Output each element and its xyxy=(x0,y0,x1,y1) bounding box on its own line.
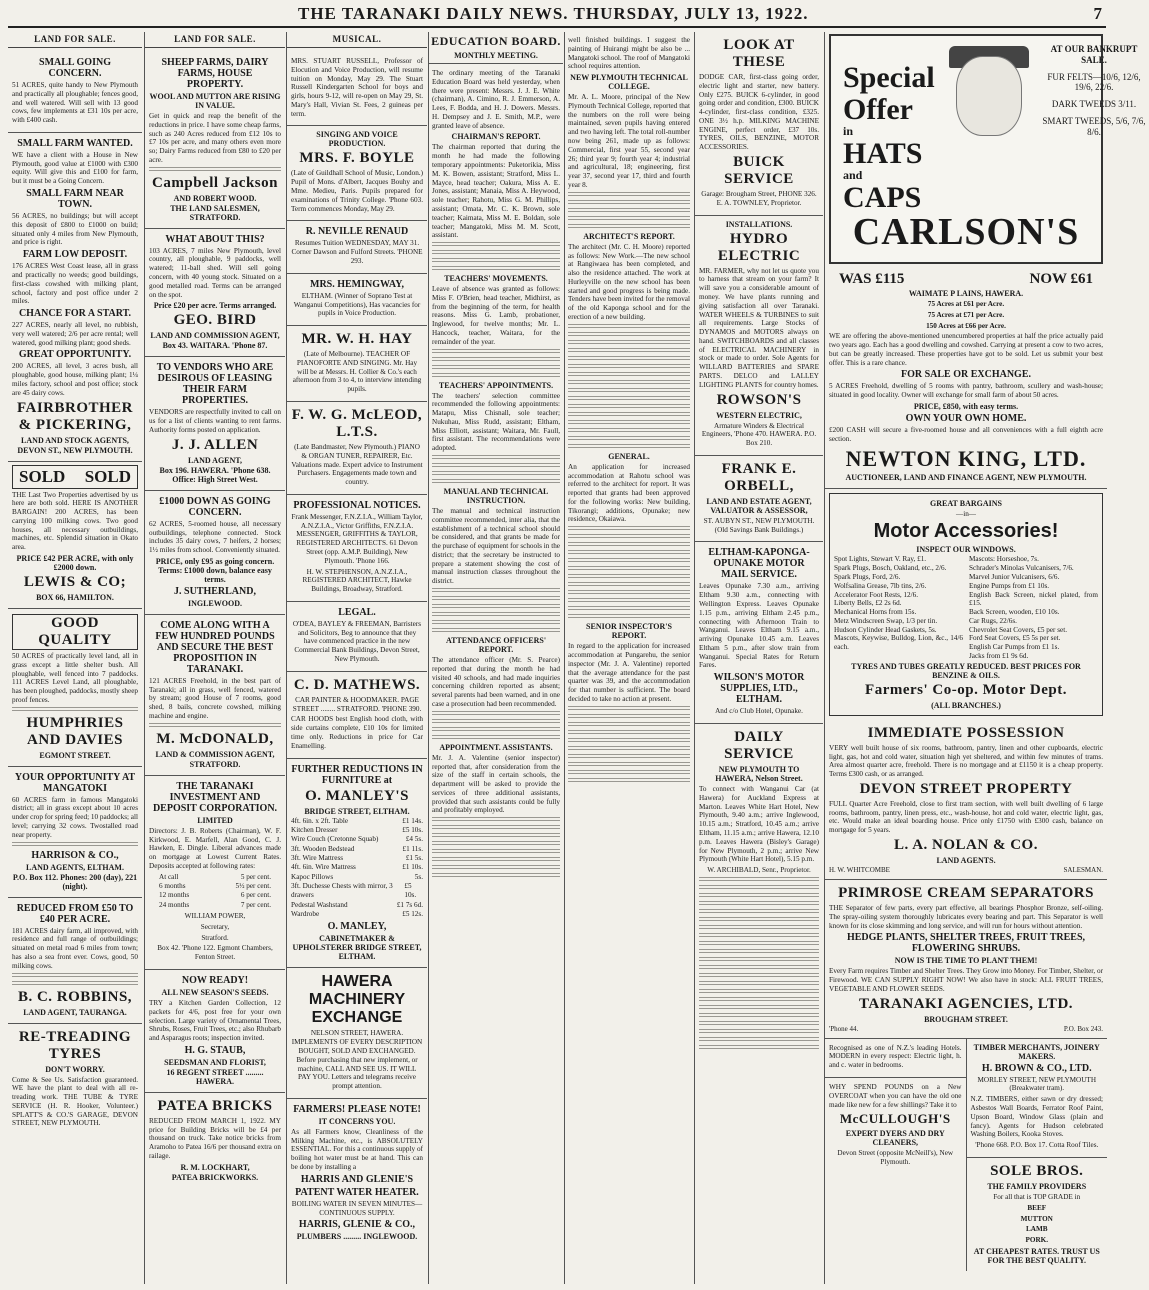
ad-title: GREAT OPPORTUNITY. xyxy=(18,349,132,361)
hotel-ad xyxy=(825,1039,966,1078)
agent-address: Box 43. WAITARA. 'Phone 87. xyxy=(162,341,268,351)
agent-name: H. BROWN & CO., LTD. xyxy=(981,1062,1092,1074)
investment-corporation-ad xyxy=(145,776,285,970)
ad-text: (Late of Melbourne). TEACHER OF PIANOFORTE AND SINGING. Mr. Hay will be at Messrs. H. Collier & Co.'s each afternoon from 3 to 4, to interview intending pupils. xyxy=(292,350,422,394)
acre-row: 75 Acres at £61 per Acre. xyxy=(927,300,1005,308)
deposit-rates xyxy=(149,873,281,910)
russell-ad xyxy=(287,52,427,126)
ad-title: SMALL FARM WANTED. xyxy=(17,137,133,149)
ad-title: REDUCED FROM £50 TO £40 PER ACRE. xyxy=(16,902,134,925)
brown-timber-ad xyxy=(967,1039,1108,1158)
ad-text: REDUCED FROM MARCH 1, 1922. MY price for Building Bricks will be £4 per thousand on truck. Take notice bricks from Aramoho to Patea 16/6 per thousand extra on railage. xyxy=(149,1116,281,1161)
section-heading: GENERAL. xyxy=(608,451,650,461)
rate-row: 24 months 7 per cent. xyxy=(159,900,271,909)
boyle-ad xyxy=(287,126,427,221)
ad-text: 200 ACRES, all level, 3 acres bush, all ploughable, good house, milking plant; 1¼ miles factory, school and post office; stock are 45 dairy cows. xyxy=(12,362,138,397)
ad-title: GOOD QUALITY xyxy=(12,614,138,650)
column-header: MUSICAL. xyxy=(287,32,427,48)
secretary-place: Stratford. xyxy=(201,933,229,942)
price-row: 3ft. Duchesse Chests with mirror, 3 drawers £5 10s. xyxy=(291,882,417,900)
mathews-ad xyxy=(287,672,427,759)
agent-name: C. D. MATHEWS. xyxy=(293,676,421,693)
article-paragraph: The architect (Mr. C. H. Moore) reported as follows: New Work.—The new school at Rangiwaea has been completed, and also the residence attached. The work at Hurleyville on the new school has been started and good progress is being made. Tenders have been invited for the removal of the old Kaponga school and for the erection of a new building. xyxy=(568,242,690,321)
ad-text: MRS. STUART RUSSELL, Professor of Elocution and Voice Production, will resume tuition on Monday, May 29. The Stuart Russell Kindergarten School for boys and girls, hours 9-12, will re-open on May 29, St. Mary's Hall, Vivian St. Fees, 2 guineas per term. xyxy=(291,57,423,118)
look-at-these-ad xyxy=(695,32,823,216)
ad-sub: IT CONCERNS YOU. xyxy=(318,1116,396,1126)
column-header: LAND FOR SALE. xyxy=(145,32,285,48)
professional-notices xyxy=(287,495,427,602)
ad-price: PRICE £42 PER ACRE, with only £2000 down. xyxy=(16,554,134,572)
column-education-board xyxy=(428,32,563,1284)
ad-text: MR. FARMER, why not let us quote you to harness that stream on your farm? It will save you a considerable amount of money. We have plants running and giving satisfaction all over Taranaki. WATER WHEELS & TURBINES to suit all requirements. Large Stocks of DYNAMOS and MOTORS always on hand. SWITCHBOARDS and all classes of ELECTRICAL MACHINERY in stock or made to order. Sole Agents for WILLARD BATTERIES and SPARE PARTS. DELCO and LALLEY LIGHTING PLANTS for country homes. xyxy=(699,266,819,389)
ad-title: YOUR OPPORTUNITY AT MANGATOKI xyxy=(14,771,136,794)
ad-sub: PATEA BRICKWORKS. xyxy=(171,1172,259,1182)
column-land-for-sale-1 xyxy=(8,32,142,1284)
section-heading: ATTENDANCE OFFICERS' REPORT. xyxy=(445,636,547,655)
ad-text: 176 ACRES West Coast lease, all in grass and practically no weeds; good buildings, first-class cowshed with milking plant, school, factory and post office under 2 miles. xyxy=(12,262,138,306)
newspaper-title: THE TARANAKI DAILY NEWS. THURSDAY, JULY 13, 1922. xyxy=(298,4,809,23)
furniture-price-list xyxy=(291,817,423,920)
page-number: 7 xyxy=(1093,4,1102,23)
mangatoki-ad xyxy=(8,767,142,898)
small-farm-wanted-ad xyxy=(8,133,142,462)
daily-service-ad xyxy=(695,724,823,1058)
ad-title: HEDGE PLANTS, SHELTER TREES, FRUIT TREES, FLOWERING SHRUBS. xyxy=(846,932,1086,955)
ad-text: WHY SPEND POUNDS on a New OVERCOAT when you can have the old one made like new for a few shillings? Take it to xyxy=(829,1083,962,1109)
price-row: 4ft. 6in. Wire Mattress £1 10s. xyxy=(291,863,423,872)
ad-title: NOW READY! xyxy=(181,975,249,986)
ad-text: H. W. STEPHENSON, A.N.Z.I.A., REGISTERED ARCHITECT, Hawke Buildings, Broadway, Stratford. xyxy=(302,567,412,594)
ad-text: VENDORS are respectfully invited to call on us for a list of clients wanting to rent farms. Authority forms posted on application. xyxy=(149,408,281,434)
ad-text: 56 ACRES, no buildings; but will accept this deposit of £800 to £1000 on build; situated only 4 miles from New Plymouth, and price is right. xyxy=(12,212,138,247)
ad-text: To connect with Wanganui Car (at Hawera) for Auckland Express at Marton. Leaves White Hart Hotel, New Plymouth, 9.40 a.m.; arrive Inglewood, 10.15 a.m.; Stratford, 10.45 a.m.; arrive Eltham, 11.15 a.m.; arrive Hawera, 12.10 p.m. Leaves Hawera (Bisley's Garage) for New Plymouth, 2 p.m.; arrive New Plymouth (White Hart Hotel), 5.15 p.m. xyxy=(699,785,819,864)
article-paragraph: The manual and technical instruction committee recommended, inter alia, that the establishment of a technical school should be considered, and that grants be made for the purchase of equipment for schools in the district; that the secretary be instructed to prepare a statement showing the cost of manual instruction classes throughout the district. xyxy=(432,507,560,586)
mccullough-ad xyxy=(825,1078,966,1174)
agent-address: And c/o Club Hotel, Opunake. xyxy=(715,707,803,716)
ad-title: SMALL FARM NEAR TOWN. xyxy=(26,188,124,211)
hawera-machinery-ad xyxy=(287,968,427,1098)
ad-text: 103 ACRES, 7 miles New Plymouth, level country, all ploughable, 9 paddocks, well watered; 11-ball shed. Will sell going concern, with 40 young stock. Situated on a good metalled road. Terms can be arranged on the spot. xyxy=(149,246,281,299)
agent-sub: THE FAMILY PROVIDERS xyxy=(987,1181,1087,1191)
ad-title: FURTHER REDUCTIONS IN FURNITURE at xyxy=(291,763,423,786)
agent-name: B. C. ROBBINS, xyxy=(17,988,133,1005)
ad-text: Garage: Brougham Street, PHONE 326. E. A. TOWNLEY, Proprietor. xyxy=(701,190,817,207)
agent-address: Devon Street (opposite McNeill's), New Plymouth. xyxy=(837,1149,954,1167)
ad-text: 181 ACRES dairy farm, all improved, with residence and full range of outbuildings; situated on metal road 6 miles from town; has also a sea front ever. Cows, good, 50 milking cows. xyxy=(12,926,138,970)
ad-text: Frank Messenger, F.N.Z.I.A., William Taylor, A.N.Z.I.A., Victor Griffiths, F.N.Z.I.A. MESSENGER, GRIFFITHS & TAYLOR, REGISTERED ARCHITECTS. 61 Devon Street (opp. A.M.P. Building), New Plymouth. 'Phone 166. xyxy=(291,512,423,565)
come-along-ad xyxy=(145,615,285,776)
ad-sub: LIMITED xyxy=(197,815,233,825)
ad-text: WE have a client with a House in New Plymouth, good value at £1000 with £300 equity. Will give this and £100 for farm, but it must be a Going Concern. xyxy=(12,150,138,186)
agent-name: L. A. NOLAN & CO. xyxy=(894,837,1038,853)
motor-mail-service-ad xyxy=(695,542,823,724)
ad-title: BUICK SERVICE xyxy=(724,154,794,188)
ad-text: 62 ACRES, 5-roomed house, all necessary outbuildings, telephone connected. Stock includes 35 dairy cows, 7 heifers, 2 horses; 1½ miles from school. Conveniently situated. xyxy=(149,519,281,555)
section-heading: SENIOR INSPECTOR'S REPORT. xyxy=(586,622,672,641)
carlsons-brand: CARLSON'S xyxy=(852,211,1080,253)
price-row: Kapoc Pillows 5s. xyxy=(291,872,423,881)
article-body xyxy=(429,65,563,883)
price-row: Kitchen Dresser £5 10s. xyxy=(291,825,423,834)
price-row: 3ft. Wooden Bedstead £1 11s. xyxy=(291,844,423,853)
ad-text: CAR HOODS best English hood cloth, with side curtains complete, £10 10s for limited time only. Reductions in price for Car Enamelling. xyxy=(291,715,423,750)
agent-address: STRATFORD. xyxy=(189,759,241,769)
ad-text: VERY well built house of six rooms, bathroom, pantry, linen and other cupboards, electric light, gas, hot and cold water, situation high yet sheltered, and within few minutes of trams. Area almost quarter acre, freehold. There is no mortgage and at £1150 it is a cheap property. Terms £300 cash, or as arranged. xyxy=(829,743,1103,779)
ad-title: FARM LOW DEPOSIT. xyxy=(22,249,128,261)
ad-title: DAILY SERVICE xyxy=(724,729,794,763)
ad-sub: NOW IS THE TIME TO PLANT THEM! xyxy=(894,956,1038,966)
seeds-ad xyxy=(145,970,285,1093)
rate-row: 12 months 6 per cent. xyxy=(159,891,271,900)
ad-sub: INSPECT OUR WINDOWS. xyxy=(916,545,1016,555)
agent-name: HUMPHRIES AND DAVIES xyxy=(26,714,124,748)
ad-text: DODGE CAR, first-class going order, electric light and starter, new battery. Only £275. BUICK 6-cylinder, in good going order and condition, £300. BUICK 4-cylinder, first-class condition, £325. ONE 3½ h.p. MILKING MACHINE ENGINE, perfect order, £37 10s. TYRES, OILS, BENZINE, MOTOR ACCESSORIES. xyxy=(699,73,819,152)
teacher-name: MRS. HEMINGWAY, xyxy=(310,278,404,290)
immediate-possession-ad xyxy=(825,720,1107,880)
article-paragraph: Leave of absence was granted as follows: Miss F. O'Brien, head teacher, Midhirst, as from the beginning of the term, for health reasons. Miss G. Lamb, probationer, Inglewood, for twelve months; Mr. L. Hancock, teacher, Waitara, for the remainder of the year. xyxy=(432,285,560,346)
agent-sub: WESTERN ELECTRIC, xyxy=(716,410,802,420)
agent-name: McCULLOUGH'S xyxy=(839,1111,951,1127)
ad-top: TIMBER MERCHANTS, JOINERY MAKERS. xyxy=(973,1042,1100,1061)
accessories-list-right: Mascots: Horseshoe, 7s. Schrader's Minolas Vulcanisers, 7/6. Marvel Junior Vulcanisers, 6/6. Engine Pumps from £1 10s. English Back Screen, nickel plated, from £15. Back Screen, wooden, £10 10s. Car Rugs, 22/6s. Chevrolet Seat Covers, £5 per set. Ford Seat Covers, £5 5s per set. English Car Pumps from £1 1s. Jacks from £1 9s 6d. xyxy=(969,555,1098,660)
now-price: NOW £61 xyxy=(1029,271,1093,287)
ad-sub: DON'T WORRY. xyxy=(45,1064,105,1074)
coop-branches: (ALL BRANCHES.) xyxy=(931,700,1001,710)
vendors-ad xyxy=(145,357,285,490)
rate-row: At call 5 per cent. xyxy=(159,872,271,881)
agent-name: TARANAKI AGENCIES, LTD. xyxy=(858,995,1074,1012)
ad-price: PRICE, £850, with easy terms. xyxy=(913,402,1019,412)
ad-title: TO VENDORS WHO ARE DESIROUS OF LEASING THEIR FARM PROPERTIES. xyxy=(156,362,274,407)
salesman-name: H. W. WHITCOMBE xyxy=(829,866,890,874)
accessories-list-left: Spot Lights, Stewart V. Ray, £1. Spark Plugs, Bosch, Oakland, etc., 2/6. Spark Plugs, Ford, 2/6. Wolfsalina Grease, 7lb tins, 2/6. Accelerator Foot Rests, 12/6. Liberty Bells, £2 2s 6d. Mechanical Horns from 15s. Metz Windscreen Swap, 1/3 per tin. Hudson Cylinder Head Gaskets, 5s. Mascots, Keywise, Bulldog, Lion, &c., 14/6 each. xyxy=(834,555,963,652)
ad-title: COME ALONG WITH A FEW HUNDRED POUNDS AND SECURE THE BEST PROPOSITION IN TARANAKI. xyxy=(155,619,275,675)
ad-title: RE-TREADING TYRES xyxy=(18,1028,132,1062)
sold-ad xyxy=(8,462,142,609)
good-quality-ad xyxy=(8,609,142,767)
teacher-name: F. W. G. McLEOD, L.T.S. xyxy=(291,406,423,440)
ad-foot: 'Phone 668. P.O. Box 17. Cotta Roof Tiles. xyxy=(975,1141,1099,1150)
ad-sub: WOOL AND MUTTON ARE RISING IN VALUE. xyxy=(149,92,281,110)
ad-text: TRY a Kitchen Garden Collection, 12 packets for 4/6, post free for your own selection. Large variety of Ornamental Trees, Shrubs, Roses, Fruit Trees, etc.; also Rhubarb and Asparagus roots; inspection invited. xyxy=(149,999,281,1043)
acre-row: 75 Acres at £71 per Acre. xyxy=(927,310,1005,319)
sole-bros-ad: SOLE BROS. THE FAMILY PROVIDERS For all that is TOP GRADE in BEEF MUTTON LAMB PORK. AT CHEAPEST RATES. TRUST US FOR THE BEST QUALITY. xyxy=(967,1158,1108,1271)
agent-sub: EXPERT DYERS AND DRY CLEANERS, xyxy=(845,1129,945,1148)
column-header: LAND FOR SALE. xyxy=(8,32,142,48)
ad-title: £1000 DOWN AS GOING CONCERN. xyxy=(159,495,271,518)
ad-sub: NEW PLYMOUTH TO HAWERA, Nelson Street. xyxy=(715,765,803,784)
legal-notices xyxy=(287,602,427,672)
renaud-ad xyxy=(287,221,427,273)
newton-king-name: NEWTON KING, LTD. xyxy=(845,445,1087,471)
ad-title: Motor Accessories! xyxy=(873,520,1059,543)
primrose-ad xyxy=(825,880,1107,1039)
article-paragraph: In regard to the application for increased accommodation at Pungarehu, the senior inspector (Mr. J. A. Valentine) reported that the average attendance for the past quarter was 39, and the accommodation for that number is sufficient. The board decided to take no action at present. xyxy=(568,642,690,703)
ad-text: 51 ACRES, quite handy to New Plymouth and practically all ploughable; fences good, and well watered. Will sell with 13 good cows, few implements at £31 10s per acre, with £400 cash. xyxy=(12,81,138,125)
price-row: Wire Couch (Cretonne Squab) £4 5s. xyxy=(291,835,423,844)
manley-furniture-ad xyxy=(287,759,427,969)
mcleod-ad xyxy=(287,402,427,495)
ad-in: —in— xyxy=(956,509,976,518)
agent-name: FRANK E. ORBELL, xyxy=(721,460,797,494)
ad-title: HYDRO ELECTRIC xyxy=(717,230,801,264)
teacher-name: MR. W. H. HAY xyxy=(301,331,413,348)
agent-sub: LAND AND COMMISSION AGENT, xyxy=(150,331,280,341)
agent-address: BOX 66, HAMILTON. xyxy=(36,593,114,602)
agent-sub: LAND AGENTS. xyxy=(936,856,996,865)
column-musical xyxy=(286,32,427,1284)
sheep-farms-ad xyxy=(145,52,285,229)
ad-text: N.Z. TIMBERS, either sawn or dry dressed; Asbestos Wall Boards, Ferrator Roof Paint, Upson Board, Window Glass (plain and fancy). Agents for Hudson celebrated Washing Boilers, Kooka Stoves. xyxy=(970,1095,1103,1139)
product-name: PATENT WATER HEATER. xyxy=(295,1186,419,1198)
coop-name: Farmers' Co-op. Motor Dept. xyxy=(865,681,1067,698)
ad-sub: INSTALLATIONS. xyxy=(725,219,793,229)
ad-sub: ALL NEW SEASON'S SEEDS. xyxy=(161,988,269,997)
article-paragraph: The ordinary meeting of the Taranaki Education Board was held yesterday, when there were present: Messrs. J. J. E. White (chairman), A. Cimino, R. J. Emmerson, A. Lees, F. Bodda, and H. J. Dowers. Messrs. H. Dempsey and J. E. Smith, M.P., were granted leave of absence. xyxy=(432,69,560,130)
article-paragraph: An application for increased accommodation at Rahotu school was referred to the architect for report. It was reported that grants had been approved for the following works: New building, Tikorangi; additions, Opunake; new residence, Okaiawa. xyxy=(568,462,690,524)
price-row: Wardrobe £5 12s. xyxy=(291,910,423,919)
ad-title: SMALL GOING CONCERN. xyxy=(39,57,111,79)
agent-name: H. G. STAUB, xyxy=(184,1044,246,1056)
section-heading: MANUAL AND TECHNICAL INSTRUCTION. xyxy=(443,487,549,505)
agent-sub: LAND & COMMISSION AGENT, xyxy=(155,749,275,759)
ad-title: IMMEDIATE POSSESSION xyxy=(867,724,1065,741)
carlsons-hats-ad xyxy=(829,34,1146,264)
man-portrait-icon xyxy=(956,56,1022,136)
going-concern-ad xyxy=(145,491,285,615)
agent-address: LAND AGENT, TAURANGA. xyxy=(23,1007,127,1017)
agent-name: WILSON'S MOTOR SUPPLIES, LTD., ELTHAM. xyxy=(713,672,805,706)
agent-name: O. MANLEY'S xyxy=(305,787,409,804)
ad-text: Recognised as one of N.Z.'s leading Hotels. MODERN in every respect: Electric light, h. and c. water in bedrooms. xyxy=(829,1043,962,1070)
waimate-plains-ad xyxy=(825,268,1107,489)
article-paragraph: well finished buildings. I suggest the painting of Huirangi might be also be ... Mangatoki school. The roof of Mangatoki school requires attention. xyxy=(568,36,690,71)
small-going-concern-ad xyxy=(8,52,142,133)
agent-address: INGLEWOOD. xyxy=(187,598,242,608)
agent-sub: LAND AGENTS, ELTHAM. xyxy=(26,862,124,872)
agent-address: PLUMBERS ......... INGLEWOOD. xyxy=(296,1232,418,1242)
ad-text: For all that is TOP GRADE in xyxy=(993,1192,1081,1201)
ad-title: HAWERA MACHINERY EXCHANGE xyxy=(308,973,406,1027)
product-maker: HARRIS AND GLENIE'S xyxy=(300,1173,414,1185)
ad-text: As all Farmers know, Cleanliness of the Milking Machine, etc., is ABSOLUTELY ESSENTIAL. For this a continuous supply of boiling hot water must be at hand. This can be done by installing a xyxy=(291,1127,423,1172)
ad-text: Get in quick and reap the benefit of the reductions in price. I have some cheap farms, such as 240 Acres reduced from £12 10s to £7 10s per acre, and many others even more so; Dairy Farms reduced from £80 to £20 per acre. xyxy=(149,112,281,164)
ad-price: PRICE, only £95 as going concern. Terms: £1000 down, balance easy terms. xyxy=(155,556,275,584)
price-row: Pedestal Washstand £1 7s 6d. xyxy=(291,900,423,909)
article-headline: EDUCATION BOARD. xyxy=(431,34,561,48)
agent-address: Box 196. HAWERA. 'Phone 638. Office: High Street West. xyxy=(159,465,271,484)
agent-address: P.O. Box 112. Phones: 200 (day), 221 (night). xyxy=(12,872,138,891)
agent-name: SOLE BROS. xyxy=(990,1162,1084,1179)
sold-right: SOLD xyxy=(84,466,131,486)
ad-title: PRIMROSE CREAM SEPARATORS xyxy=(838,885,1094,901)
ad-text: Leaves Opunake 7.30 a.m., arriving Eltham 9.30 a.m., connecting with Wellington Express. Leaves Opunake 1.15 p.m., arriving Eltham 2.45 p.m., connecting with Afternoon Train to Wanganui. Leaves Eltham 9.15 a.m., arriving Opunake 10.45 a.m. Leaves Eltham 5 p.m., after slow train from Wanganui. Special Rates for Return Fares. xyxy=(699,582,819,670)
ad-title: THE TARANAKI INVESTMENT AND DEPOSIT CORPORATION. xyxy=(152,780,278,814)
agent-address: DEVON ST., NEW PLYMOUTH. xyxy=(17,445,133,455)
agent-name: W. ARCHIBALD, Senr., Proprietor. xyxy=(707,866,811,875)
agent-sub: LAND AGENT, xyxy=(187,455,243,465)
article-subhead: MONTHLY MEETING. xyxy=(429,51,563,64)
ad-title: SHEEP FARMS, DAIRY FARMS, HOUSE PROPERTY. xyxy=(161,57,269,90)
ad-title: WHAT ABOUT THIS? xyxy=(165,233,265,245)
agent-name: O. MANLEY, xyxy=(327,921,387,933)
product-foot: BOILING WATER IN SEVEN MINUTES—CONTINUOUS SUPPLY. xyxy=(291,1199,423,1217)
ad-title: FARMERS! PLEASE NOTE! xyxy=(293,1103,421,1115)
agent-name: LEWIS & CO; xyxy=(23,574,127,590)
ad-text: NELSON STREET, HAWERA. IMPLEMENTS OF EVERY DESCRIPTION BOUGHT, SOLD AND EXCHANGED. Before purchasing that new implement, or machine, CALL AND SEE US. IT WILL PAY YOU. Letters and telegrams receive prompt attention. xyxy=(291,1029,423,1091)
ad-text: 50 ACRES of practically level land, all in grass except a little shelter bush. All ploughable, well fenced into 7 paddocks. 111 ACRES Level Land, all ploughable, has been ploughed, paddocks, mostly sheep proof fences. xyxy=(12,652,138,704)
agent-address: THE LAND SALESMEN, STRATFORD. xyxy=(170,203,260,222)
agent-name: J. J. ALLEN xyxy=(171,436,259,453)
timber-and-butcher-ads xyxy=(967,1039,1108,1271)
ad-text: Directors: J. B. Roberts (Chairman), W. F. Kirkwood, E. Marfell, Alan Good, C. J. Hawken, E. Dingle. Liberal advances made on mortgage at Lowest Current Rates. Deposits accepted at following rates: xyxy=(149,826,281,870)
tyres-note: TYRES AND TUBES GREATLY REDUCED. BEST PRICES FOR BENZINE & OILS. xyxy=(851,661,1081,680)
was-price: WAS £115 xyxy=(839,271,905,287)
agent-sub: AND ROBERT WOOD. xyxy=(173,193,257,203)
article-paragraph: Mr. J. A. Valentine (senior inspector) reported that, after consideration from the size of the staff in certain schools, the department will be asked to provide the services of three additional assistants, provided that such assistants could be fully and profitably employed. xyxy=(432,753,560,815)
ad-title: SINGING AND VOICE PRODUCTION. xyxy=(316,130,398,149)
ad-text: (Late of Guildhall School of Music, London.) Pupil of Mons. d'Albert, Jacques Bouhy and Mme. Medieu, Paris. Pupils prepared for examinations of Trinity College. 'Phone 603. Term commences Monday, May 29. xyxy=(291,169,423,213)
ad-title: OWN YOUR OWN HOME. xyxy=(905,413,1027,425)
agent-address: BRIDGE STREET, ELTHAM. xyxy=(304,806,410,816)
agencies-box: P.O. Box 243. xyxy=(1063,1024,1103,1033)
ad-title: FOR SALE OR EXCHANGE. xyxy=(900,369,1031,381)
ad-text: 227 ACRES, nearly all level, no rubbish, very well watered; 2/6 per acre rental; well watered, good milking plant; good sheds. xyxy=(12,321,138,347)
ad-title: LOOK AT THESE xyxy=(723,37,795,70)
article-paragraph: The attendance officer (Mr. S. Pearce) reported that during the month he had visited 40 schools, and had made inquiries concerning children reported as absent; several parents had been warned, and in one case a prosecution had been recommended. xyxy=(432,656,560,708)
what-about-this-ad xyxy=(145,229,285,358)
section-heading: NEW PLYMOUTH TECHNICAL COLLEGE. xyxy=(570,73,688,92)
reduced-ad xyxy=(8,898,142,1024)
ad-text: THE Separator of few parts, every part effective, all bearings Phosphor Bronze, self-oiling. The spray-oiling system thoroughly lubricates every bearing and part. This Separator is well known for its close skimming and long service, and will run for hours without attention. xyxy=(829,904,1103,930)
article-paragraph: Mr. A. L. Moore, principal of the New Plymouth Technical College, reported that the numbers on the roll were being maintained, seven pupils having entered and two having left. The total roll-number now being 261, made up as follows: Commercial, first year 55, second year 26; third year 9; fourth year 4; industrial and agricultural, 18; engineering, first year 37, second year 17, third and fourth year 8. xyxy=(568,93,690,189)
acre-row: 150 Acres at £66 per Acre. xyxy=(926,321,1006,330)
agent-address: ST. AUBYN ST., NEW PLYMOUTH. (Old Savings Bank Buildings.) xyxy=(703,516,815,534)
section-heading: APPOINTMENT. ASSISTANTS. xyxy=(439,742,553,752)
column-land-for-sale-2 xyxy=(144,32,285,1284)
ad-text: Every Farm requires Timber and Shelter Trees. They Grow into Money. For Timber, Shelter, or Firewood. WE CAN SUPPLY RIGHT NOW! We also have in stock: ALL FRUIT TREES, VEGETABLE AND FLOWER SEEDS. xyxy=(829,967,1103,993)
ad-text: 5 ACRES Freehold, dwelling of 5 rooms with pantry, bathroom, scullery and wash-house; situated in good locality. Owner will exchange for small farm of about 50 acres. xyxy=(829,382,1103,400)
ad-text: £200 CASH will secure a five-roomed house and all conveniences with a full eighth acre section. xyxy=(829,426,1103,443)
patea-bricks-ad xyxy=(145,1093,285,1188)
agent-address: 16 REGENT STREET ......... HAWERA. xyxy=(166,1067,264,1086)
section-heading: ARCHITECT'S REPORT. xyxy=(583,231,675,241)
hemingway-ad xyxy=(287,274,427,326)
water-heater-ad xyxy=(287,1099,427,1247)
ad-text: 121 ACRES Freehold, in the best part of Taranaki; all in grass, well fenced, watered by stream; good House of 7 rooms, good shed, 8 bails, concrete cowshed, milking machine and engine. xyxy=(149,676,281,720)
ad-text: ELTHAM. (Winner of Soprano Test at Wanganui Competitions), Has vacancies for pupils in Voice Production. xyxy=(293,291,421,318)
section-heading: TEACHERS' MOVEMENTS. xyxy=(444,274,548,284)
hydro-electric-ad xyxy=(695,216,823,456)
agent-name: HARRISON & CO., xyxy=(31,849,119,861)
agent-name: J. SUTHERLAND, xyxy=(174,585,256,597)
agent-address: CABINETMAKER & UPHOLSTERER BRIDGE STREET, ELTHAM. xyxy=(292,934,422,962)
agent-sub: SEEDSMAN AND FLORIST, xyxy=(164,1057,266,1067)
price-row: 3ft. Wire Mattress £1 5s. xyxy=(291,853,423,862)
agencies-phone: 'Phone 44. xyxy=(829,1024,859,1033)
section-title: PROFESSIONAL NOTICES. xyxy=(293,499,421,511)
ad-title: DEVON STREET PROPERTY xyxy=(859,780,1073,797)
section-heading: TEACHERS' APPOINTMENTS. xyxy=(438,380,554,390)
ad-title: PATEA BRICKS xyxy=(157,1097,273,1114)
ad-text: Resumes Tuition WEDNESDAY, MAY 31. Corner Dawson and Fulford Streets. 'PHONE 293. xyxy=(291,239,423,265)
hay-ad xyxy=(287,326,427,402)
ad-foot: AT CHEAPEST RATES. TRUST US FOR THE BEST QUALITY. xyxy=(973,1246,1100,1265)
ad-title: ELTHAM-KAPONGA-OPUNAKE MOTOR MAIL SERVICE. xyxy=(708,547,810,581)
secretary-name: WILLIAM POWER, xyxy=(184,912,246,921)
salesman-role: SALESMAN. xyxy=(1063,866,1103,874)
agent-name: HARRIS, GLENIE & CO., xyxy=(298,1219,416,1231)
article-paragraph: The teachers' selection committee recommended the following appointments: Matapu, Miss Chisnall, sole teacher; Nukuhau, Miss Rudd, assistant; Eltham, Miss Elliott, assistant; Waitara, Mr. Faull, first assistant. The recommendations were adopted. xyxy=(432,391,560,453)
agent-sub: LAND AND STOCK AGENTS, xyxy=(21,435,129,445)
agent-name: ROWSON'S xyxy=(716,391,802,408)
rate-row: 6 months 5½ per cent. xyxy=(159,882,271,891)
ad-signature: R. M. LOCKHART, xyxy=(180,1162,250,1172)
ad-text: 60 ACRES farm in famous Mangatoki district; all in grass except about 10 acres under crop for spring feed; 10 paddocks; all level; carrying 32 cows. Twostalled road near property. xyxy=(12,795,138,839)
ad-text: THE Last Two Properties advertised by us here are both sold. HERE IS ANOTHER BARGAIN! 200 ACRES, has been carrying 100 milking cows. Two good houses, all necessary outbuildings, machines, etc. Splendid situation in Okato area. xyxy=(12,490,138,552)
carlsons-right-text: AT OUR BANKRUPT SALE. FUR FELTS—10/6, 12/6, 19/6, 22/6. DARK TWEEDS 3/11. SMART TWEEDS, 5/6, 7/6, 8/6. xyxy=(1042,44,1146,137)
article-body xyxy=(565,32,693,788)
article-paragraph: The chairman reported that during the month he had made the following temporary appointments: Puketorikia, Miss M. K. Bowen, assistant; Stratford, Miss L. Mayce, head teacher; Oakura, Miss A. E. Jones, assistant; Manaia, Miss A. Heywood, sole teacher; Rahotu, Miss G. M. Phillips, assistant; Omata, Mr. C. K. Brown, sole teacher; Kaimata, Miss M. E. Boldan, sole teacher; Mangatoki, Miss M. M. Scott, assistant. xyxy=(432,143,560,240)
ad-text: FULL Quarter Acre Freehold, close to first tram section, with well built dwelling of 6 large rooms, bathroom, pantry, linen press, etc., wash-house, hot and cold water, electric light, gas, etc. Would make an ideal boarding house. Price only £1750 with £300 cash, balance on mortgage for 5 years. xyxy=(829,799,1103,835)
section-heading: CHAIRMAN'S REPORT. xyxy=(451,132,541,142)
secretary-role: Secretary, xyxy=(200,922,230,931)
retreading-ad xyxy=(8,1024,142,1136)
investment-foot: Box 42. 'Phone 122. Egmont Chambers, Fenton Street. xyxy=(157,944,273,962)
ad-text: (Late Bandmaster, New Plymouth.) PIANO & ORGAN TUNER, REPAIRER, Etc. Valuations made. Expert advice to Instrument Purchasers. Engagements made town and country. xyxy=(291,442,423,487)
motor-accessories-ad xyxy=(829,493,1103,716)
masthead xyxy=(8,4,1106,28)
agent-name: GEO. BIRD xyxy=(173,312,257,329)
column-education-continued xyxy=(564,32,693,1284)
price-row: 4ft. 6in. x 2ft. Table £1 14s. xyxy=(291,816,423,825)
column-motor-electric xyxy=(694,32,823,1284)
agent-address: MORLEY STREET, NEW PLYMOUTH (Breakwater tram). xyxy=(977,1075,1097,1093)
section-title: LEGAL. xyxy=(338,606,376,618)
column-display-ads xyxy=(824,32,1146,1284)
agent-sub: LAND AND ESTATE AGENT, VALUATOR & ASSESSOR, xyxy=(706,496,812,515)
ad-text: CAR PAINTER & HOODMAKER. PAGE STREET ........ STRATFORD. 'PHONE 390. xyxy=(292,695,422,713)
ad-price: Price £20 per acre. Terms arranged. xyxy=(153,301,277,311)
ad-text: WE are offering the above-mentioned unencumbered properties at half the price actually paid two years ago. Each has a good dwelling and cowshed. Carrying at present a cow to two acres, but can be greatly increased. These properties have got to be sold. Let us submit your best offer. This is a rare chance. xyxy=(829,332,1103,367)
ad-text: Come & See Us. Satisfaction guaranteed. WE have the plant to deal with all re-treading work. THE TUBE & TYRE SERVICE (H. R. Hooker, Volunteer.) SPLATT'S & CO.'S GARAGE, DEVON STREET, NEW PLYMOUTH. xyxy=(12,1075,138,1128)
teacher-name: R. NEVILLE RENAUD xyxy=(305,226,409,238)
ad-top: GREAT BARGAINS xyxy=(930,498,1002,508)
ad-sub: WAIMATE P LAINS, HAWERA. xyxy=(908,289,1024,298)
newton-king-sub: AUCTIONEER, LAND AND FINANCE AGENT, NEW PLYMOUTH. xyxy=(845,472,1087,482)
sold-left: SOLD xyxy=(19,466,66,486)
agent-address: BROUGHAM STREET. xyxy=(924,1014,1008,1024)
teacher-name: MRS. F. BOYLE xyxy=(299,150,415,167)
orbell-ad xyxy=(695,456,823,543)
agent-name: Campbell Jackson xyxy=(152,174,278,191)
agent-address: Armature Winders & Electrical Engineers, 'Phone 470. HAWERA. P.O. Box 210. xyxy=(701,421,817,448)
ad-title: CHANCE FOR A START. xyxy=(18,308,132,320)
agent-address: EGMONT STREET. xyxy=(39,750,111,760)
agent-name: M. McDONALD, xyxy=(156,730,274,747)
ad-text: O'DEA, BAYLEY & FREEMAN, Barristers and Solicitors, Beg to announce that they have commenced practice in the new Commercial Bank Buildings, Devon Street, New Plymouth. xyxy=(292,619,422,664)
agent-name: FAIRBROTHER & PICKERING, xyxy=(16,399,134,433)
carlsons-left-text: Special Offer in HATS and CAPS xyxy=(843,61,935,214)
hotel-and-dyers-ads xyxy=(825,1039,967,1271)
